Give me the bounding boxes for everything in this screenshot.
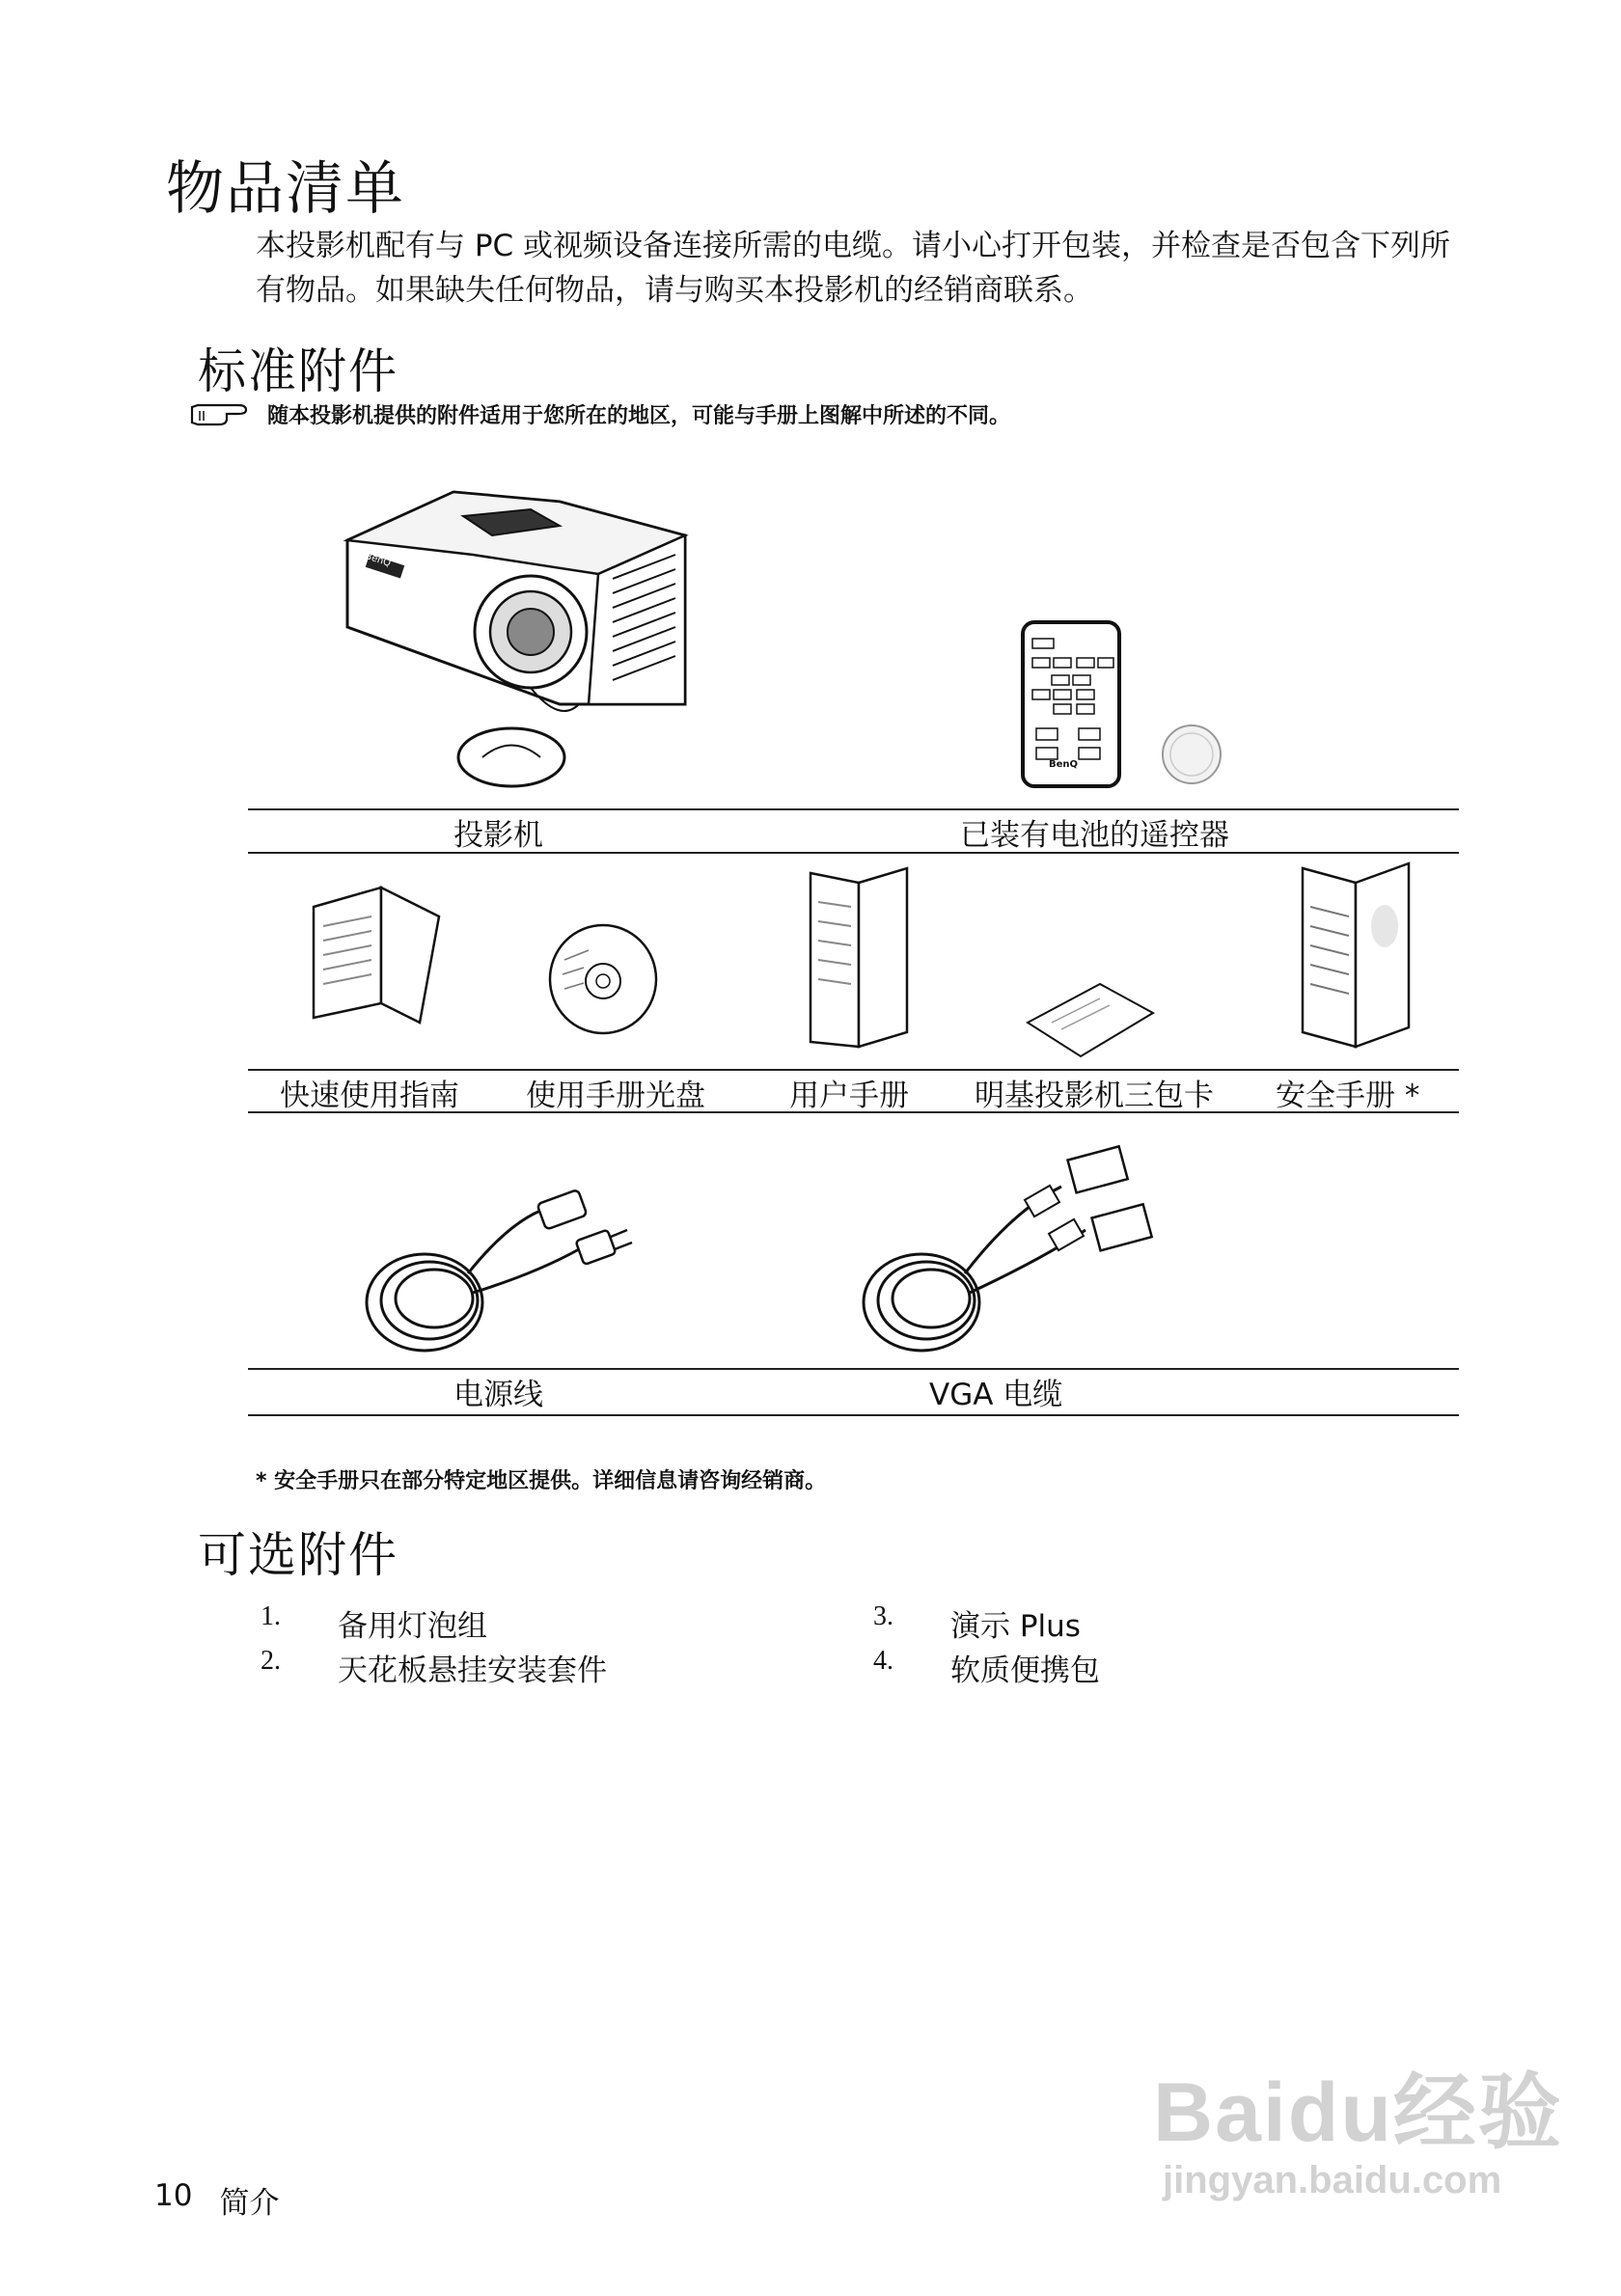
region-note-text: 随本投影机提供的附件适用于您所在的地区，可能与手册上图解中所述的不同。: [267, 404, 1011, 428]
watermark-brand: Baidu经验: [1153, 2066, 1563, 2159]
caption-safety-manual: 安全手册 *: [1276, 1079, 1420, 1113]
remote-brand-label: BenQ: [1049, 759, 1079, 770]
safety-manual-illustration: [1293, 859, 1418, 1052]
table-rule-2: [248, 852, 1459, 854]
table-rule-4: [248, 1111, 1459, 1113]
intro-paragraph: 本投影机配有与 PC 或视频设备连接所需的电缆。请小心打开包装，并检查是否包含下列所有物品。如果缺失任何物品，请与购买本投影机的经销商联系。: [256, 229, 1451, 308]
table-rule-5: [248, 1368, 1459, 1370]
table-rule-1: [248, 808, 1459, 810]
caption-quick-guide: 快速使用指南: [280, 1079, 459, 1113]
optional-item-number: 3.: [873, 1601, 893, 1631]
quick-guide-illustration: [304, 878, 449, 1023]
remote-control-illustration: [1013, 617, 1235, 791]
power-cord-illustration: [352, 1158, 661, 1370]
safety-manual-footnote: * 安全手册只在部分特定地区提供。详细信息请咨询经销商。: [256, 1469, 827, 1493]
page-footer: [154, 2178, 279, 2222]
warranty-card-illustration: [1023, 970, 1158, 1066]
pointing-hand-icon: [188, 401, 250, 428]
page-number: 10: [154, 2178, 193, 2213]
caption-power-cord: 电源线: [453, 1378, 543, 1412]
watermark-url: jingyan.baidu.com: [1163, 2159, 1502, 2201]
caption-remote: 已装有电池的遥控器: [960, 818, 1229, 853]
optional-item-1: [261, 1601, 487, 1645]
baidu-watermark: [1153, 2045, 1563, 2202]
projector-illustration: [338, 482, 704, 791]
optional-item-3: [873, 1601, 1081, 1645]
user-manual-illustration: [801, 863, 917, 1056]
page-title: 物品清单: [166, 155, 405, 223]
caption-manual-cd: 使用手册光盘: [526, 1079, 705, 1113]
optional-item-label: 备用灯泡组: [338, 1609, 487, 1644]
optional-item-4: [873, 1646, 1100, 1689]
projector-brand-label: BenQ: [363, 551, 393, 569]
optional-item-label: 演示 Plus: [950, 1609, 1081, 1644]
vga-cable-illustration: [849, 1134, 1196, 1375]
caption-vga-cable: VGA 电缆: [929, 1378, 1063, 1412]
table-rule-6: [248, 1414, 1459, 1416]
optional-item-number: 4.: [873, 1646, 893, 1676]
footer-section: 简介: [219, 2186, 280, 2221]
caption-user-manual: 用户手册: [789, 1079, 909, 1113]
optional-accessories-heading: 可选附件: [198, 1527, 398, 1583]
caption-projector: 投影机: [453, 818, 543, 853]
caption-warranty-card: 明基投影机三包卡: [975, 1079, 1214, 1113]
optional-item-2: [261, 1646, 607, 1689]
optional-item-number: 2.: [261, 1646, 281, 1676]
manual-cd-illustration: [545, 921, 661, 1037]
region-note: [188, 399, 1010, 429]
optional-item-number: 1.: [261, 1601, 281, 1631]
optional-item-label: 软质便携包: [950, 1654, 1100, 1688]
optional-item-label: 天花板悬挂安装套件: [338, 1654, 607, 1688]
standard-accessories-heading: 标准附件: [198, 343, 398, 399]
